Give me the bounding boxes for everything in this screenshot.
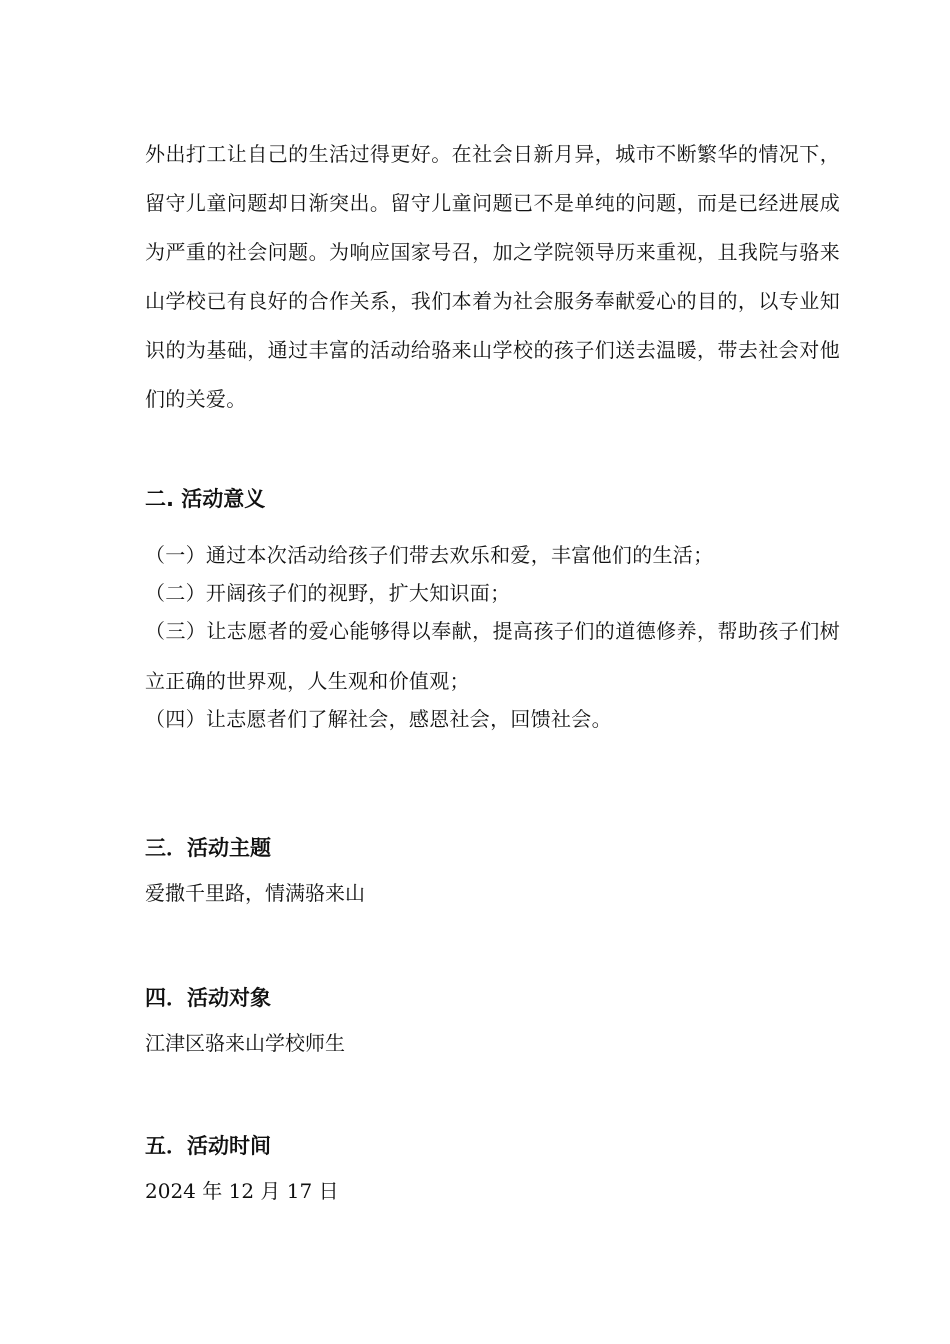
list-item: （三）让志愿者的爱心能够得以奉献，提高孩子们的道德修养，帮助孩子们树立正确的世界观，人生观和价值观； <box>145 619 840 693</box>
theme-text: 爱撒千里路，情满骆来山 <box>145 881 365 905</box>
list-item: （二）开阔孩子们的视野，扩大知识面； <box>145 581 511 605</box>
time-text: 2024 年 12 月 17 日 <box>145 1179 339 1203</box>
list-item: （四）让志愿者们了解社会，感恩社会，回馈社会。 <box>145 707 612 731</box>
significance-list <box>145 530 840 744</box>
section-activity-time <box>145 1131 840 1209</box>
section-heading: 二. 活动意义 <box>145 487 266 511</box>
section-heading: 四．活动对象 <box>145 986 271 1010</box>
intro-paragraph: 外出打工让自己的生活过得更好。在社会日新月异，城市不断繁华的情况下，留守儿童问题却日渐突出。留守儿童问题已不是单纯的问题，而是已经进展成为严重的社会问题。为响应国家号召，加之学院领导历来重视，且我院与骆来山学校已有良好的合作关系，我们本着为社会服务奉献爱心的目的，以专业知识的为基础，通过丰富的活动给骆来山学校的孩子们送去温暖，带去社会对他们的关爱。 <box>145 142 840 411</box>
target-text: 江津区骆来山学校师生 <box>145 1031 345 1055</box>
section-heading: 五．活动时间 <box>145 1134 271 1158</box>
section-activity-target <box>145 983 840 1061</box>
list-item: （一）通过本次活动给孩子们带去欢乐和爱，丰富他们的生活； <box>145 543 714 567</box>
section-activity-theme <box>145 833 840 911</box>
intro-section <box>145 130 840 424</box>
section-activity-significance <box>145 484 840 744</box>
section-heading: 三．活动主题 <box>145 836 271 860</box>
